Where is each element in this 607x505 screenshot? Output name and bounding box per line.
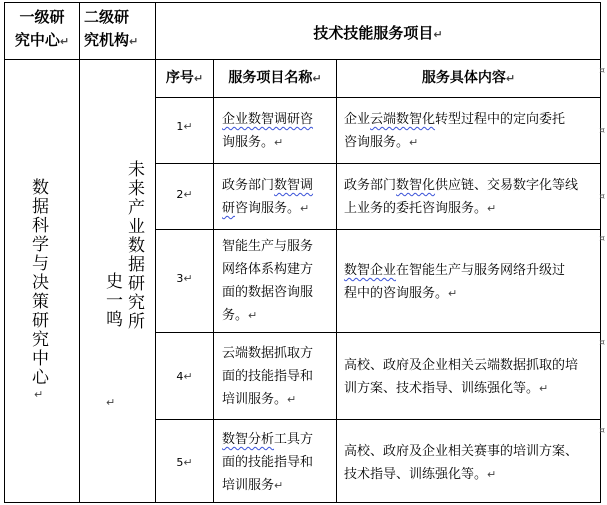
level2-para-mark: ↵ bbox=[106, 396, 116, 409]
row-4-name: 云端数据抓取方 面的技能指导和 培训服务。↵ bbox=[222, 346, 314, 407]
row-divider-2 bbox=[155, 229, 601, 230]
level1-center-name bbox=[26, 178, 58, 408]
table-border-top bbox=[4, 2, 601, 3]
row-divider-subheader bbox=[155, 97, 601, 98]
header-level1-center bbox=[5, 6, 79, 56]
row-1-name: 企业数智调研咨 询服务。↵ bbox=[222, 112, 314, 150]
row-4-num: 4↵ bbox=[176, 370, 193, 383]
row-1-content: 企业云端数智化转型过程中的定向委托 咨询服务。↵ bbox=[344, 112, 566, 150]
header-service-items: 技术技能服务项目↵ bbox=[313, 24, 443, 42]
row-4-content: 高校、政府及企业相关云端数据抓取的培 训方案、技术指导、训练强化等。↵ bbox=[344, 358, 579, 396]
row-2-num: 2↵ bbox=[176, 188, 193, 201]
column-divider-4 bbox=[336, 59, 337, 503]
row-3-name: 智能生产与服务 网络体系构建方 面的数据咨询服 务。↵ bbox=[222, 239, 314, 323]
row-1-num: 1↵ bbox=[176, 120, 193, 133]
table-border-left bbox=[4, 2, 5, 503]
row-3-num: 3↵ bbox=[176, 272, 193, 285]
row-end-mark-6: ¤ bbox=[599, 426, 605, 436]
row-5-name: 数智分析工具方 面的技能指导和 培训服务↵ bbox=[222, 432, 314, 493]
level2-org-text: 未来产业数据研究所 bbox=[124, 160, 144, 331]
header-service-content: 服务具体内容↵ bbox=[421, 70, 516, 86]
row-end-mark-2: ¤ bbox=[599, 126, 605, 136]
level1-center-text: 数据科学与决策研究中心 bbox=[28, 178, 48, 387]
row-end-mark-4: ¤ bbox=[599, 234, 605, 244]
row-divider-3 bbox=[155, 332, 601, 333]
table-border-bottom bbox=[4, 502, 601, 503]
header-service-name: 服务项目名称↵ bbox=[228, 70, 322, 86]
level2-person-text: 史一鸣 bbox=[102, 272, 122, 329]
column-divider-1 bbox=[79, 2, 80, 503]
header-level1-line1: 一级研 bbox=[19, 8, 65, 26]
header-level2-line2: 究机构↵ bbox=[84, 31, 139, 49]
row-divider-4 bbox=[155, 419, 601, 420]
row-1-name-line2: 询服务。 bbox=[222, 135, 275, 150]
row-divider-1 bbox=[155, 163, 601, 164]
row-end-mark-1: ¤ bbox=[599, 66, 605, 76]
row-3-content: 数智企业在智能生产与服务网络升级过 程中的咨询服务。↵ bbox=[344, 263, 566, 301]
header-level1-line2: 究中心↵ bbox=[14, 31, 70, 49]
column-divider-3 bbox=[213, 59, 214, 503]
header-seq: 序号↵ bbox=[165, 70, 204, 86]
row-5-num: 5↵ bbox=[176, 456, 193, 469]
row-2-name: 政务部门数智调 研咨询服务。↵ bbox=[222, 178, 314, 216]
row-2-content: 政务部门数智化供应链、交易数字化等线 上业务的委托咨询服务。↵ bbox=[344, 178, 579, 216]
header-divider bbox=[4, 59, 601, 60]
header-level2-line1: 二级研 bbox=[84, 8, 130, 26]
header-level2-org bbox=[80, 6, 155, 56]
row-1-name-line1: 企业数智调研咨 bbox=[222, 112, 314, 127]
row-5-content: 高校、政府及企业相关赛事的培训方案、 技术指导、训练强化等。↵ bbox=[344, 444, 579, 482]
row-end-mark-5: ¤ bbox=[599, 338, 605, 348]
level1-para-mark: ↵ bbox=[34, 388, 44, 401]
row-end-mark-3: ¤ bbox=[599, 192, 605, 202]
